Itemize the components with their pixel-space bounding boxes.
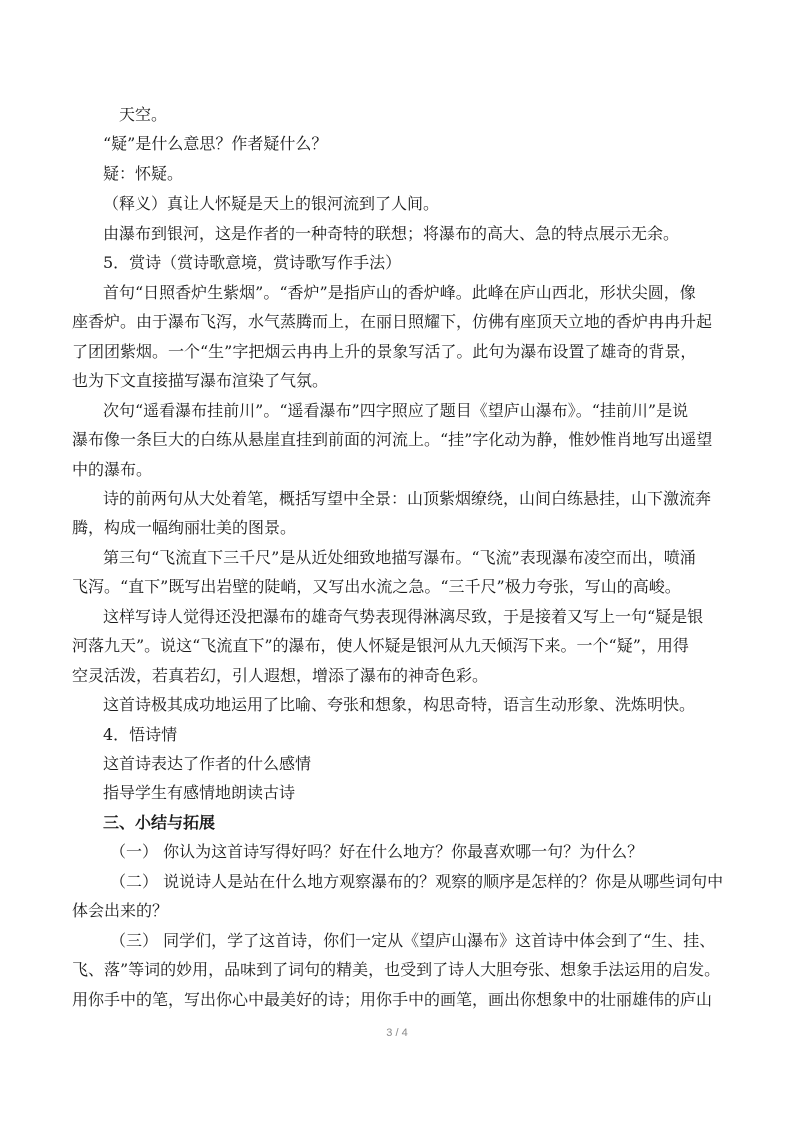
body-line: 首句“日照香炉生紫烟”。“香炉”是指庐山的香炉峰。此峰在庐山西北，形状尖圆，像: [103, 283, 696, 302]
body-line: 也为下文直接描写瀑布渲染了气氛。: [72, 371, 329, 390]
body-line: 这样写诗人觉得还没把瀑布的雄奇气势表现得淋漓尽致，于是接着又写上一句“疑是银: [103, 607, 704, 626]
body-line: （三） 同学们，学了这首诗，你们一定从《望庐山瀑布》这首诗中体会到了“生、挂、: [110, 931, 716, 950]
body-line: 诗的前两句从大处着笔，概括写望中全景：山顶紫烟缭绕，山间白练悬挂，山下激流奔: [103, 489, 712, 508]
body-line: 这首诗表达了作者的什么感情: [103, 754, 312, 773]
body-line: 飞、落”等词的妙用，品味到了词句的精美，也受到了诗人大胆夸张、想象手法运用的启发。: [72, 960, 721, 979]
body-line: 第三句“飞流直下三千尺”是从近处细致地描写瀑布。“飞流”表现瀑布凌空而出，喷涌: [103, 548, 696, 567]
body-line: 由瀑布到银河，这是作者的一种奇特的联想；将瀑布的高大、急的特点展示无余。: [103, 224, 680, 243]
body-line: 腾，构成一幅绚丽壮美的图景。: [72, 518, 297, 537]
body-line: 飞泻。“直下”既写出岩壁的陡峭，又写出水流之急。“三千尺”极力夸张，写山的高峻。: [72, 577, 681, 596]
body-line: 用你手中的笔，写出你心中最美好的诗；用你手中的画笔，画出你想象中的壮丽雄伟的庐山: [72, 990, 713, 1009]
body-line: 空灵活泼，若真若幻，引人遐想，增添了瀑布的神奇色彩。: [72, 666, 489, 685]
body-line: “疑”是什么意思？作者疑什么？: [103, 134, 328, 153]
body-line: （释义）真让人怀疑是天上的银河流到了人间。: [103, 194, 440, 213]
body-line: 次句“遥看瀑布挂前川”。“遥看瀑布”四字照应了题目《望庐山瀑布》。“挂前川”是说: [103, 401, 689, 420]
body-line: （二） 说说诗人是站在什么地方观察瀑布的？观察的顺序是怎样的？你是从哪些词句中: [110, 872, 724, 891]
body-line: 中的瀑布。: [72, 460, 153, 479]
body-line: （一） 你认为这首诗写得好吗？好在什么地方？你最喜欢哪一句？为什么？: [110, 842, 644, 861]
body-line: 这首诗极其成功地运用了比喻、夸张和想象，构思奇特，语言生动形象、洗炼明快。: [103, 695, 696, 714]
section-heading: 5．赏诗（赏诗歌意境，赏诗歌写作手法）: [103, 253, 402, 272]
body-line: 河落九天”。说这“飞流直下”的瀑布，使人怀疑是银河从九天倾泻下来。一个“疑”，用得: [72, 636, 689, 655]
body-line: 了团团紫烟。一个“生”字把烟云冉冉上升的景象写活了。此句为瀑布设置了雄奇的背景，: [72, 342, 697, 361]
body-line: 指导学生有感情地朗读古诗: [103, 783, 296, 802]
page-number: 3 / 4: [386, 1027, 408, 1039]
body-line: 体会出来的？: [72, 901, 169, 920]
body-line: 天空。: [119, 105, 168, 124]
section-title: 三、小结与拓展: [103, 813, 216, 832]
body-line: 瀑布像一条巨大的白练从悬崖直挂到前面的河流上。“挂”字化动为静，惟妙惟肖地写出遥望: [72, 430, 713, 449]
section-heading: 4．悟诗情: [103, 725, 178, 744]
body-line: 疑：怀疑。: [103, 164, 184, 183]
body-line: 座香炉。由于瀑布飞泻，水气蒸腾而上，在丽日照耀下，仿佛有座顶天立地的香炉冉冉升起: [72, 312, 713, 331]
